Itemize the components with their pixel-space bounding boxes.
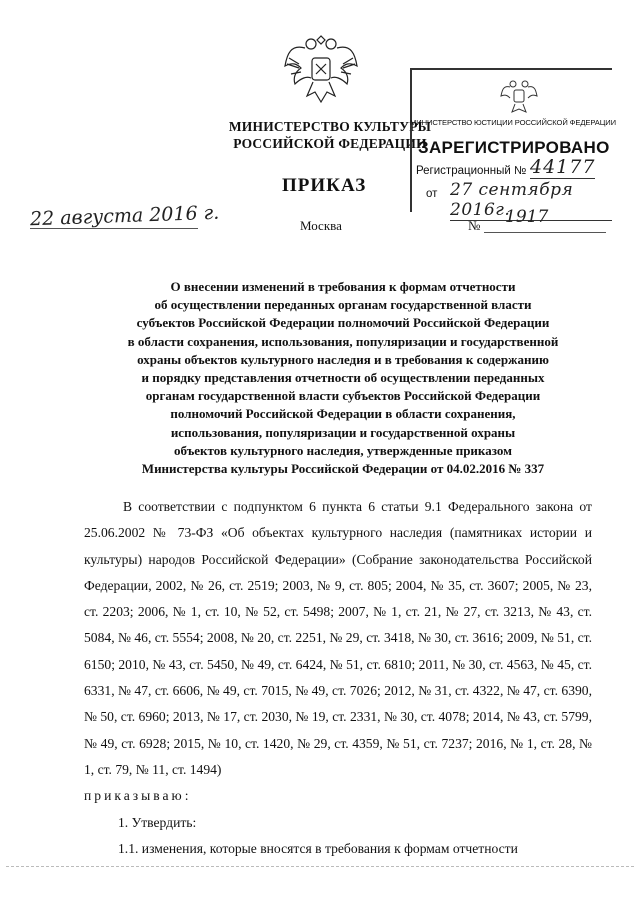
number-underline <box>484 232 606 233</box>
document-body <box>84 494 592 862</box>
title-line: в области сохранения, использования, популяризации и государственной <box>127 333 559 349</box>
document-date: 22 августа 2016 г. <box>29 201 220 231</box>
document-number: 1917 <box>505 207 549 227</box>
title-line: субъектов Российской Федерации полномочий Российской Федерации <box>136 315 550 331</box>
body-intro-paragraph: В соответствии с подпунктом 6 пункта 6 статьи 9.1 Федерального закона от 25.06.2002 № 73-ФЗ «Об объектах культурного наследия (памятниках истории и культуры) народов Российской Федерации» (Собрание законодательства Российской Федерации, 2002, № 26, ст. 2519; 2003, № 9, ст. 805; 2004, № 35, ст. 3607; 2005, № 23, ст. 2203; 2006, № 1, ст. 10, № 52, ст. 5498; 2007, № 1, ст. 21, № 27, ст. 3213, № 43, ст. 5084, № 46, ст. 5554; 2008, № 20, ст. 2251, № 29, ст. 3418, № 30, ст. 3616; 2009, № 51, ст. 6150; 2010, № 43, ст. 5450, № 49, ст. 6424, № 51, ст. 6810; 2011, № 30, ст. 4563, № 45, ст. 6331, № 47, ст. 6606, № 49, ст. 7015, № 49, ст. 7026; 2012, № 31, ст. 4322, № 47, ст. 6390, № 50, ст. 6960; 2013, № 17, ст. 2030, № 19, ст. 2331, № 30, ст. 4078; 2014, № 43, ст. 5799, № 49, ст. 6928; 2015, № 10, ст. 1420, № 29, ст. 4359, № 51, ст. 7237; 2016, № 1, ст. 28, № 1, ст. 79, № 11, ст. 1494) <box>84 499 592 777</box>
ministry-name <box>220 118 440 152</box>
title-line: О внесении изменений в требования к формам отчетности <box>170 279 516 294</box>
stamp-emblem-icon <box>500 76 538 116</box>
stamp-organization: МИНИСТЕРСТВО ЮСТИЦИИ РОССИЙСКОЙ ФЕДЕРАЦИИ <box>410 118 616 127</box>
stamp-reg-number-label: Регистрационный № <box>416 165 527 177</box>
stamp-registered: ЗАРЕГИСТРИРОВАНО <box>418 138 610 157</box>
document-number-label: № <box>468 218 481 233</box>
title-line: использования, популяризации и государственной охраны <box>170 424 516 440</box>
title-line: об осуществлении переданных органам государственной власти <box>154 297 532 313</box>
title-line: органам государственной власти субъектов Российской Федерации <box>145 388 541 404</box>
stamp-date-label: от <box>426 188 438 200</box>
document-city: Москва <box>300 218 342 233</box>
title-line: объектов культурного наследия, утвержденные приказом <box>174 442 512 458</box>
title-line: полномочий Российской Федерации в области сохранения, <box>170 406 516 422</box>
title-line: и порядку представления отчетности об осуществлении переданных <box>141 370 545 386</box>
ministry-line-2: РОССИЙСКОЙ ФЕДЕРАЦИИ <box>233 136 427 151</box>
date-underline <box>30 228 198 229</box>
title-line: охраны объектов культурного наследия и в требования к содержанию <box>137 351 549 367</box>
item-1-1: 1.1. изменения, которые вносятся в требования к формам отчетности <box>118 840 518 856</box>
ministry-line-1: МИНИСТЕРСТВО КУЛЬТУРЫ <box>228 119 432 134</box>
coat-of-arms-icon <box>283 28 359 108</box>
document-type: ПРИКАЗ <box>282 175 367 196</box>
document-title <box>80 278 606 478</box>
stamp-date-value: 27 сентября 2016г. <box>450 180 612 221</box>
stamp-reg-number-value: 44177 <box>530 156 596 178</box>
order-word: приказываю: <box>84 788 192 804</box>
title-line: Министерства культуры Российской Федерации от 04.02.2016 № 337 <box>141 461 545 477</box>
scan-edge-line <box>6 866 634 867</box>
item-1: 1. Утвердить: <box>118 814 197 830</box>
